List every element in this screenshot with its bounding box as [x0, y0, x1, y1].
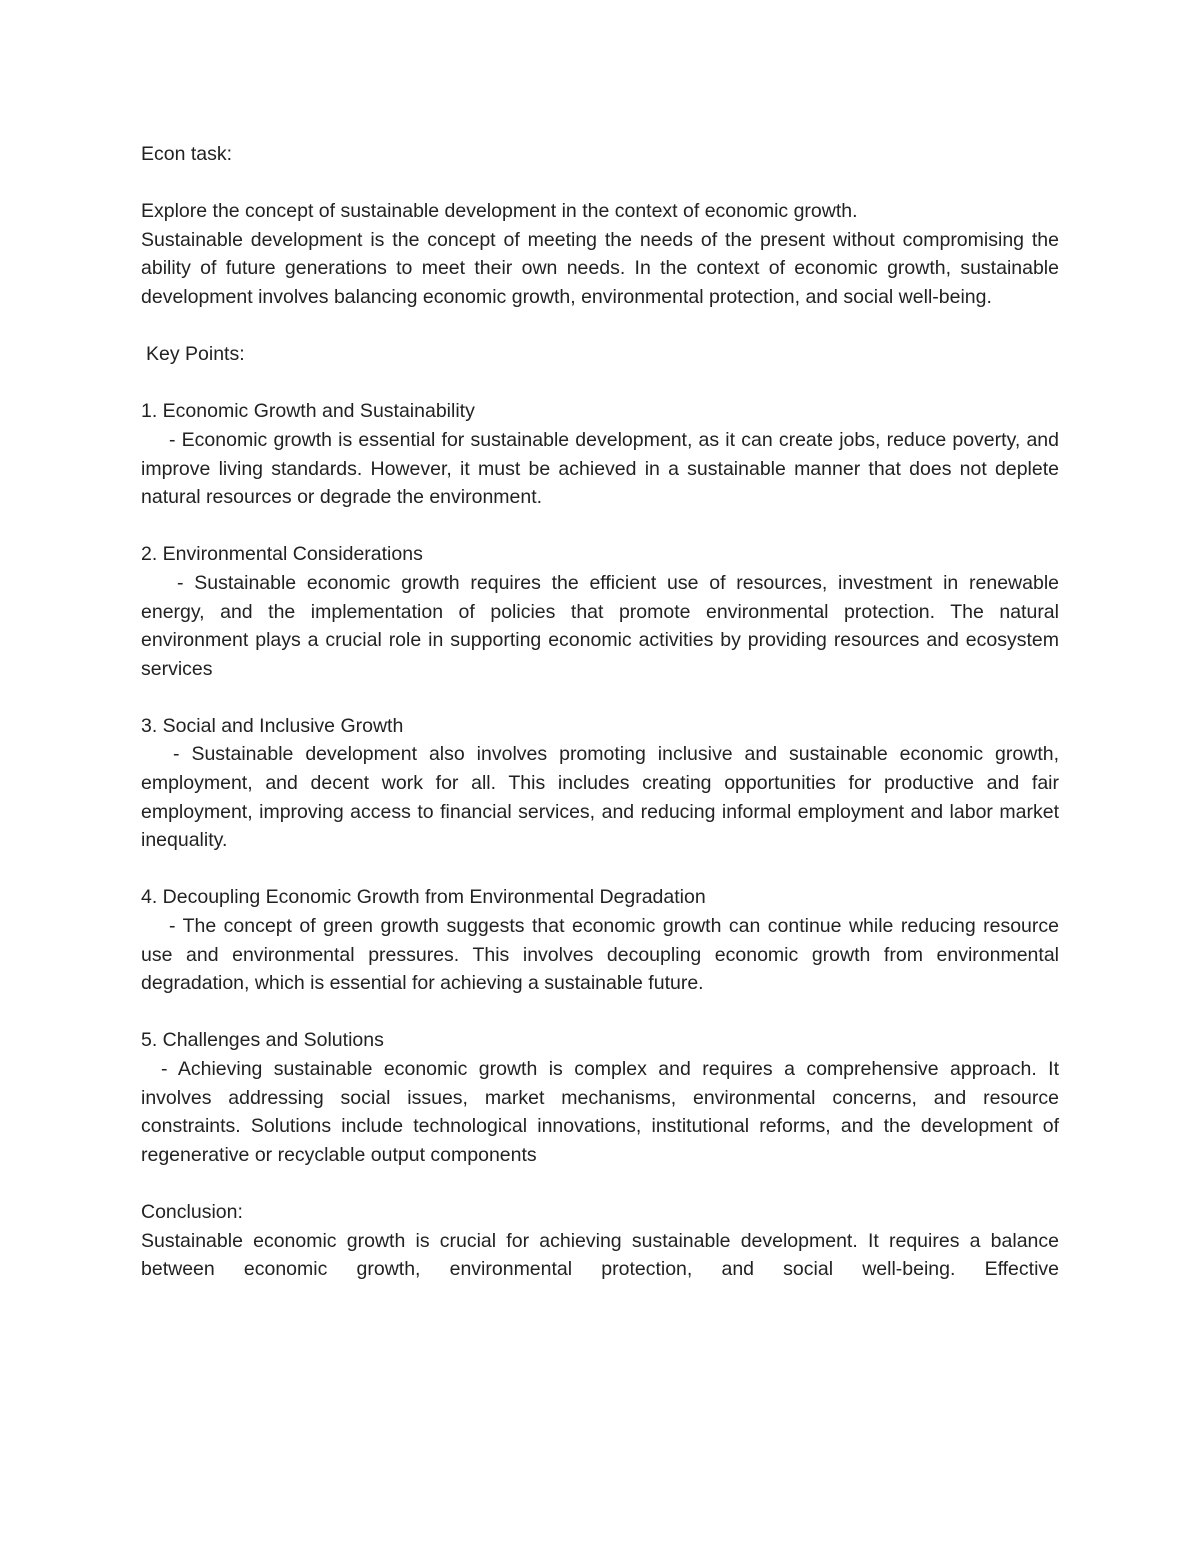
key-points-label: Key Points:	[146, 343, 245, 366]
point-body: - The concept of green growth suggests that economic growth can continue while reducing resource use and environmental pressures. This involves decoupling economic growth from environmental degradation, which is essential for achieving a sustainable future.	[141, 915, 1059, 995]
task-prompt: Explore the concept of sustainable development in the context of economic growth.	[141, 200, 858, 223]
point-title: 5. Challenges and Solutions	[141, 1029, 384, 1052]
point-title: 4. Decoupling Economic Growth from Environmental Degradation	[141, 886, 706, 909]
point-title: 1. Economic Growth and Sustainability	[141, 400, 475, 423]
point-body: - Economic growth is essential for sustainable development, as it can create jobs, reduce poverty, and improve living standards. However, it must be achieved in a sustainable manner that does not deplete natural resources or degrade the environment.	[141, 428, 1059, 509]
document-heading: Econ task:	[141, 143, 233, 165]
point-body: - Sustainable development also involves promoting inclusive and sustainable economic growth, employment, and decent work for all. This includes creating opportunities for productive and fair employment, improving access to financial services, and reducing informal employment and labor market inequality.	[141, 743, 1059, 852]
conclusion-label: Conclusion:	[141, 1200, 243, 1223]
conclusion-paragraph: Sustainable economic growth is crucial for achieving sustainable development. It requires a balance between economic growth, environmental protection, and social well-being. Effective	[141, 1229, 1059, 1281]
point-body: - Sustainable economic growth requires the efficient use of resources, investment in renewable energy, and the implementation of policies that promote environmental protection. The natural environment plays a crucial role in supporting economic activities by providing resources and ecosystem services	[141, 571, 1059, 680]
point-title: 2. Environmental Considerations	[141, 543, 423, 566]
document-page	[141, 140, 1059, 1284]
intro-paragraph: Sustainable development is the concept of meeting the needs of the present without compromising the ability of future generations to meet their own needs. In the context of economic growth, sustainable development involves balancing economic growth, environmental protection, and social well-being.	[141, 228, 1059, 308]
point-title: 3. Social and Inclusive Growth	[141, 714, 404, 737]
point-body: - Achieving sustainable economic growth is complex and requires a comprehensive approach. It involves addressing social issues, market mechanisms, environmental concerns, and resource constraints. Solutions include technological innovations, institutional reforms, and the development of regenerative or recyclable output components	[141, 1058, 1059, 1166]
